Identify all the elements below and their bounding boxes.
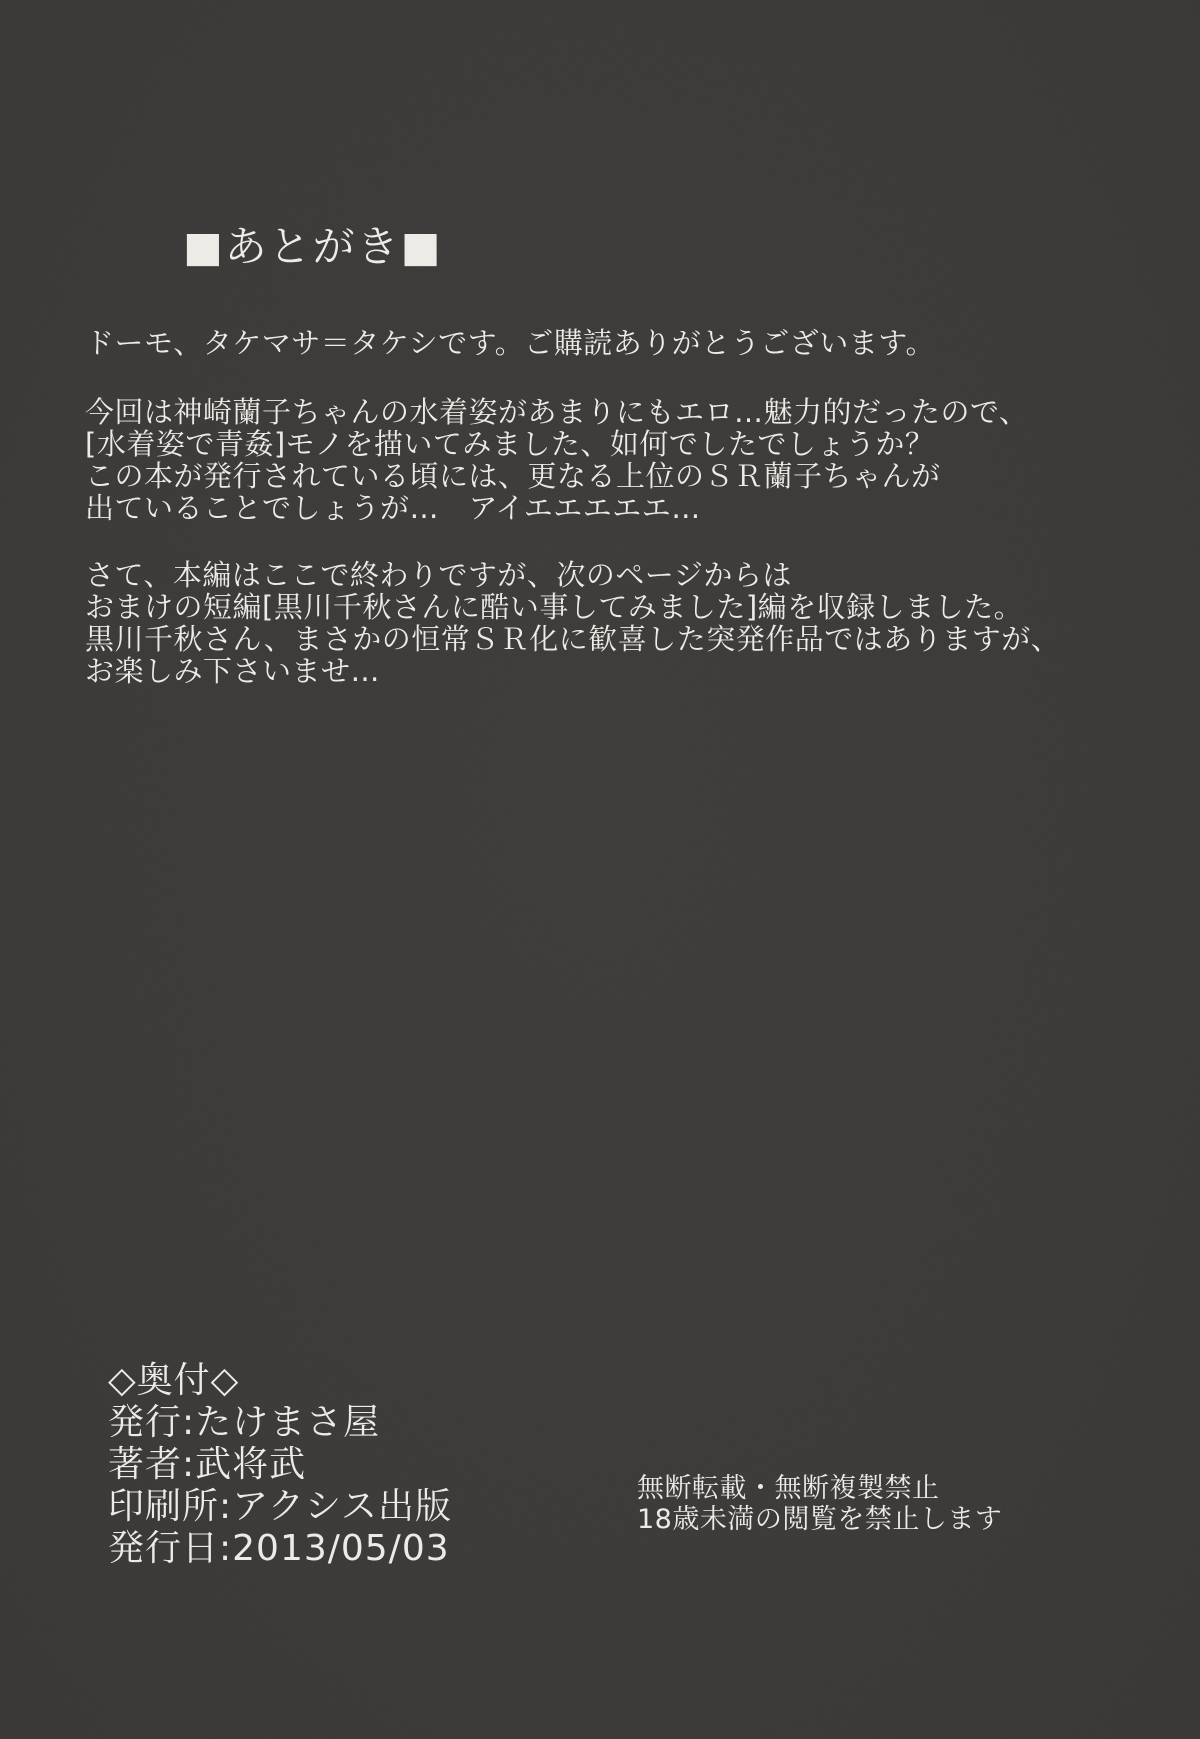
colophon-publisher-line: 発行:たけまさ屋 <box>108 1402 381 1443</box>
notice-line-1: 無断転載・無断複製禁止 <box>637 1473 940 1504</box>
colophon <box>108 1360 452 1570</box>
paragraph-line: 今回は神崎蘭子ちゃんの水着姿があまりにもエロ…魅力的だったので、 <box>85 395 1029 429</box>
paragraph-line: 黒川千秋さん、まさかの恒常ＳＲ化に歓喜した突発作品ではありますが、 <box>85 622 1061 656</box>
afterword-paragraph-2 <box>85 396 1028 524</box>
notice-line-2: 18歳未満の閲覧を禁止します <box>637 1504 1003 1535</box>
paragraph-line: この本が発行されている頃には、更なる上位のＳＲ蘭子ちゃんが <box>85 459 941 493</box>
colophon-author-line: 著者:武将武 <box>108 1444 307 1485</box>
greeting-paragraph <box>85 327 935 359</box>
paragraph-line: 出ていることでしょうが… アイエエエエエ… <box>85 491 701 525</box>
afterword-paragraph-3 <box>85 559 1060 687</box>
colophon-printer-line: 印刷所:アクシス出版 <box>108 1486 452 1527</box>
greeting-line: ドーモ、タケマサ＝タケシです。ご購読ありがとうございます。 <box>85 326 935 360</box>
paragraph-line: [水着姿で青姦]モノを描いてみました、如何でしたでしょうか？ <box>85 427 935 461</box>
colophon-heading: ◇奥付◇ <box>108 1360 240 1401</box>
paragraph-line: おまけの短編[黒川千秋さんに酷い事してみました]編を収録しました。 <box>85 590 1024 624</box>
reproduction-notice <box>637 1473 1002 1535</box>
afterword-title: ■あとがき■ <box>183 222 443 271</box>
paragraph-line: お楽しみ下さいませ… <box>85 654 381 688</box>
paragraph-line: さて、本編はここで終わりですが、次のページからは <box>85 558 792 592</box>
colophon-publication-date-line: 発行日:2013/05/03 <box>108 1528 450 1569</box>
